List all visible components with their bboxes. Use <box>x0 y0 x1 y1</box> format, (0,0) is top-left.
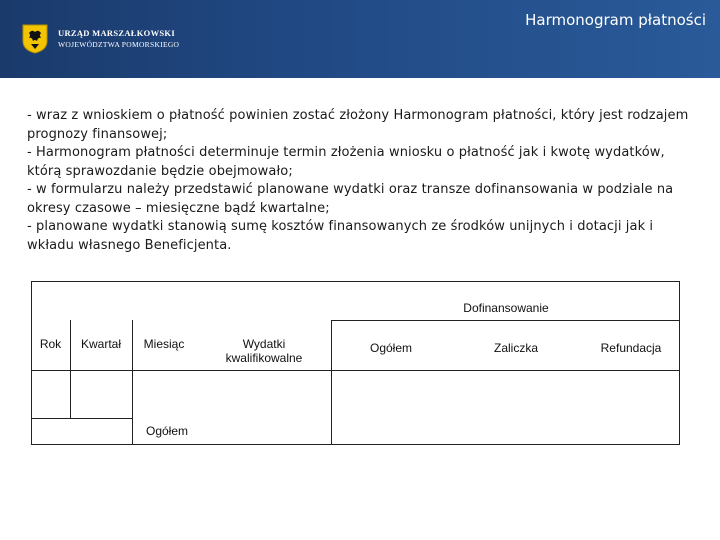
header-refundacja: Refundacja <box>600 341 662 355</box>
table-border-bottom <box>31 444 680 445</box>
total-label: Ogółem <box>145 424 189 438</box>
header-kwartal: Kwartał <box>80 337 121 351</box>
header-rok: Rok <box>39 337 62 351</box>
header-bar <box>0 0 720 78</box>
org-name-line1: URZĄD MARSZAŁKOWSKI <box>58 28 175 38</box>
bullet-paragraph: - w formularzu należy przedstawić planowane wydatki oraz transze dofinansowania w podziale na okresy czasowe – miesięczne bądź kwartalne; <box>27 182 674 216</box>
table-border-left <box>31 281 32 445</box>
page-title: Harmonogram płatności <box>525 11 706 29</box>
table-divider <box>331 320 332 445</box>
table-divider <box>31 418 132 419</box>
header-miesiac: Miesiąc <box>143 337 185 351</box>
header-wydatki-kwalifikowalne: Wydatki kwalifikowalne <box>225 337 303 365</box>
table-border-right <box>679 281 680 445</box>
table-divider <box>331 320 680 321</box>
table-divider <box>31 370 680 371</box>
org-logo[interactable] <box>22 24 179 54</box>
coat-of-arms-icon <box>22 24 48 54</box>
header-dofinansowanie: Dofinansowanie <box>463 301 549 315</box>
header-zaliczka: Zaliczka <box>493 341 538 355</box>
org-name-line2: WOJEWÓDZTWA POMORSKIEGO <box>58 40 180 49</box>
body-text <box>27 107 697 255</box>
bullet-paragraph: - planowane wydatki stanowią sumę kosztów finansowanych ze środków unijnych i dotacji jak i wkładu własnego Beneficjenta. <box>27 219 654 253</box>
bullet-paragraph: - wraz z wnioskiem o płatność powinien zostać złożony Harmonogram płatności, który jest rodzajem prognozy finansowej; <box>27 108 689 142</box>
table-border-top <box>31 281 680 282</box>
header-ogolem: Ogółem <box>369 341 413 355</box>
table-divider <box>70 320 71 419</box>
payment-schedule-table <box>31 281 680 445</box>
bullet-paragraph: - Harmonogram płatności determinuje termin złożenia wniosku o płatność jak i kwotę wydatków, którą sprawozdanie będzie obejmowało; <box>27 145 665 179</box>
